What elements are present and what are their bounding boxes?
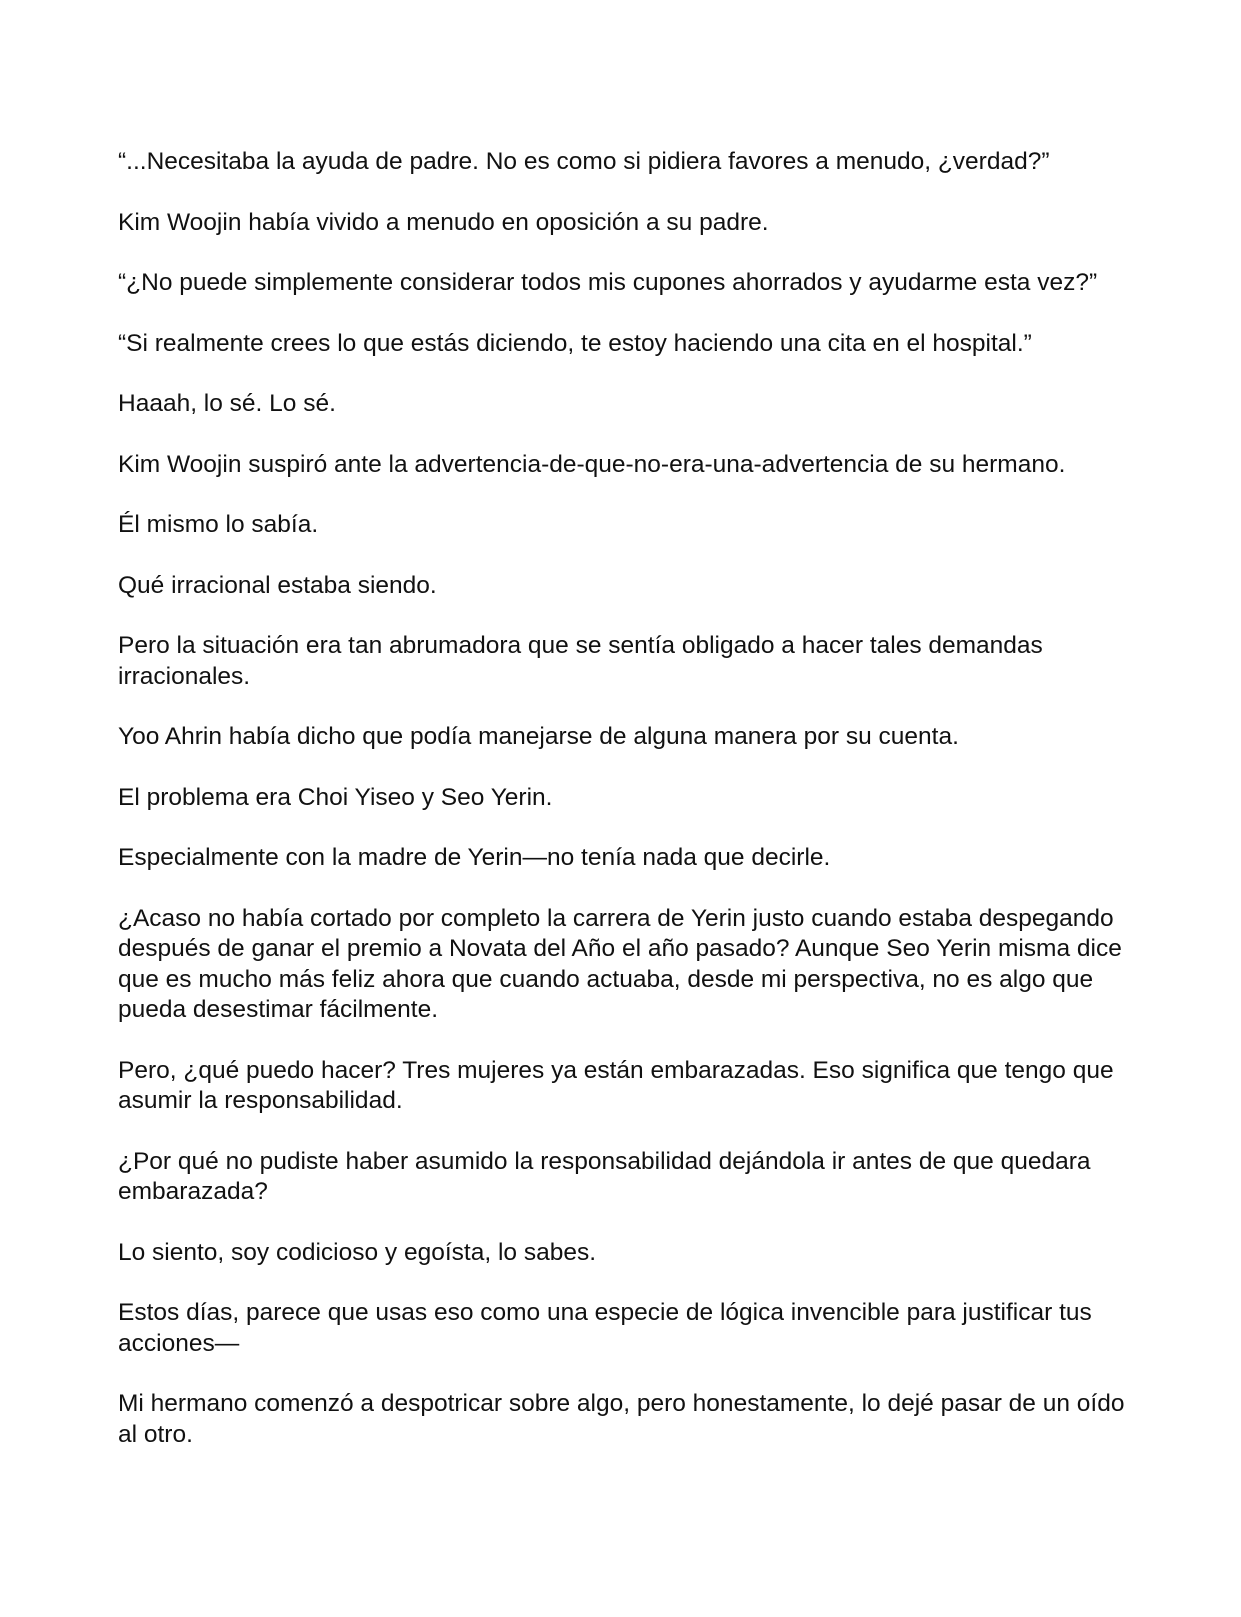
paragraph: “...Necesitaba la ayuda de padre. No es como si pidiera favores a menudo, ¿verdad?” xyxy=(118,148,1050,175)
paragraph: Kim Woojin había vivido a menudo en oposición a su padre. xyxy=(118,208,769,236)
paragraph: Yoo Ahrin había dicho que podía manejarse de alguna manera por su cuenta. xyxy=(118,723,959,750)
paragraph: Haaah, lo sé. Lo sé. xyxy=(118,390,336,417)
paragraph: “Si realmente crees lo que estás diciendo, te estoy haciendo una cita en el hospital.” xyxy=(118,329,1032,357)
paragraph: ¿Acaso no había cortado por completo la carrera de Yerin justo cuando estaba despegando después de ganar el premio a Novata del Año el año pasado? Aunque Seo Yerin misma dice que es mucho más feliz ahora que cuando actuaba, desde mi perspectiva, no es algo que pueda desestimar fácilmente. xyxy=(118,904,1122,1023)
paragraph: Especialmente con la madre de Yerin—no tenía nada que decirle. xyxy=(118,844,831,871)
paragraph: El problema era Choi Yiseo y Seo Yerin. xyxy=(118,783,553,811)
paragraph: Qué irracional estaba siendo. xyxy=(118,571,437,599)
paragraph: Él mismo lo sabía. xyxy=(118,511,319,538)
paragraph: Lo siento, soy codicioso y egoísta, lo sabes. xyxy=(118,1238,597,1266)
paragraph: ¿Por qué no pudiste haber asumido la responsabilidad dejándola ir antes de que quedara embarazada? xyxy=(118,1147,1091,1205)
paragraph: Kim Woojin suspiró ante la advertencia-de-que-no-era-una-advertencia de su hermano. xyxy=(118,450,1066,478)
paragraph: “¿No puede simplemente considerar todos mis cupones ahorrados y ayudarme esta vez?” xyxy=(118,269,1098,296)
paragraph: Pero la situación era tan abrumadora que se sentía obligado a hacer tales demandas irracionales. xyxy=(118,632,1043,690)
document-body xyxy=(118,147,1128,1480)
paragraph: Mi hermano comenzó a despotricar sobre algo, pero honestamente, lo dejé pasar de un oído al otro. xyxy=(118,1390,1125,1448)
paragraph: Pero, ¿qué puedo hacer? Tres mujeres ya están embarazadas. Eso significa que tengo que asumir la responsabilidad. xyxy=(118,1056,1114,1114)
paragraph: Estos días, parece que usas eso como una especie de lógica invencible para justificar tus acciones— xyxy=(118,1299,1092,1357)
